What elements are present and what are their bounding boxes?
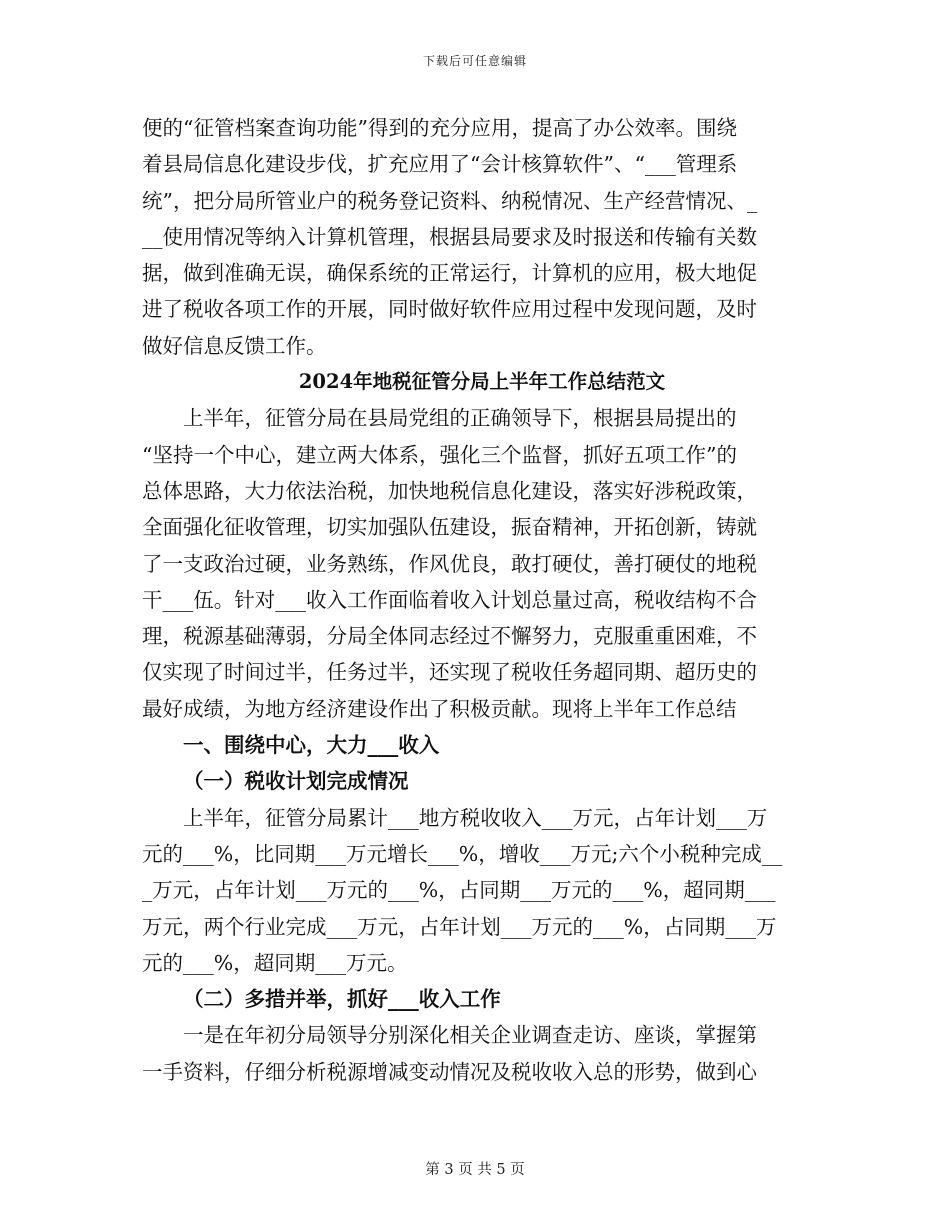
document-title: 2024年地税征管分局上半年工作总结范文 bbox=[298, 370, 666, 394]
text-line: 元的___%，超同期___万元。 bbox=[142, 950, 408, 975]
text-line: 统”，把分局所管业户的税务登记资料、纳税情况、生产经营情况、_ bbox=[142, 188, 758, 213]
text-line: 便的“征管档案查询功能”得到的充分应用，提高了办公效率。围绕 bbox=[142, 116, 737, 140]
text-line: 做好信息反馈工作。 bbox=[142, 333, 327, 358]
paragraph-start: 一是在年初分局领导分别深化相关企业调查走访、座谈，掌握第 bbox=[183, 1023, 757, 1048]
text-line: “坚持一个中心，建立两大体系，强化三个监督，抓好五项工作”的 bbox=[142, 442, 737, 467]
text-line: 一手资料，仔细分析税源增减变动情况及税收收入总的形势，做到心 bbox=[142, 1059, 757, 1084]
text-line: 了一支政治过硬，业务熟练，作风优良，敢打硬仗，善打硬仗的地税 bbox=[142, 551, 757, 576]
text-line: 全面强化征收管理，切实加强队伍建设，振奋精神，开拓创新，铸就 bbox=[142, 515, 757, 540]
text-line: 干___伍。针对___收入工作面临着收入计划总量过高，税收结构不合 bbox=[142, 587, 757, 612]
text-line: 理，税源基础薄弱，分局全体同志经过不懈努力，克服重重困难，不 bbox=[142, 624, 757, 649]
page-header: 下载后可任意编辑 bbox=[422, 54, 527, 68]
text-line: 进了税收各项工作的开展，同时做好软件应用过程中发现问题，及时 bbox=[142, 297, 757, 322]
text-line: __使用情况等纳入计算机管理，根据县局要求及时报送和传输有关数 bbox=[142, 224, 757, 249]
text-line: 仅实现了时间过半，任务过半，还实现了税收任务超同期、超历史的 bbox=[142, 660, 757, 685]
text-line: 万元，两个行业完成___万元，占年计划___万元的___%，占同期___万 bbox=[142, 914, 777, 939]
document-body bbox=[142, 110, 802, 1090]
paragraph-start: 上半年，征管分局在县局党组的正确领导下，根据县局提出的 bbox=[183, 406, 737, 431]
subsection-heading: （二）多措并举，抓好___收入工作 bbox=[183, 987, 501, 1012]
page-footer: 第 3 页 共 5 页 bbox=[425, 1162, 525, 1178]
text-line: 最好成绩，为地方经济建设作出了积极贡献。现将上半年工作总结 bbox=[142, 696, 737, 721]
text-line: 总体思路，大力依法治税，加快地税信息化建设，落实好涉税政策， bbox=[142, 478, 757, 503]
text-line: 着县局信息化建设步伐，扩充应用了“会计核算软件”、“___管理系 bbox=[142, 152, 738, 177]
text-line: 元的___%，比同期___万元增长___%，增收___万元;六个小税种完成__ bbox=[142, 841, 783, 866]
paragraph-start: 上半年，征管分局累计___地方税收收入___万元，占年计划___万 bbox=[183, 805, 768, 830]
subsection-heading: （一）税收计划完成情况 bbox=[183, 769, 409, 794]
text-line: 据，做到准确无误，确保系统的正常运行，计算机的应用，极大地促 bbox=[142, 261, 757, 286]
text-line: _万元，占年计划___万元的___%，占同期___万元的___%，超同期___ bbox=[142, 878, 776, 903]
section-heading: 一、围绕中心，大力___收入 bbox=[183, 733, 440, 758]
